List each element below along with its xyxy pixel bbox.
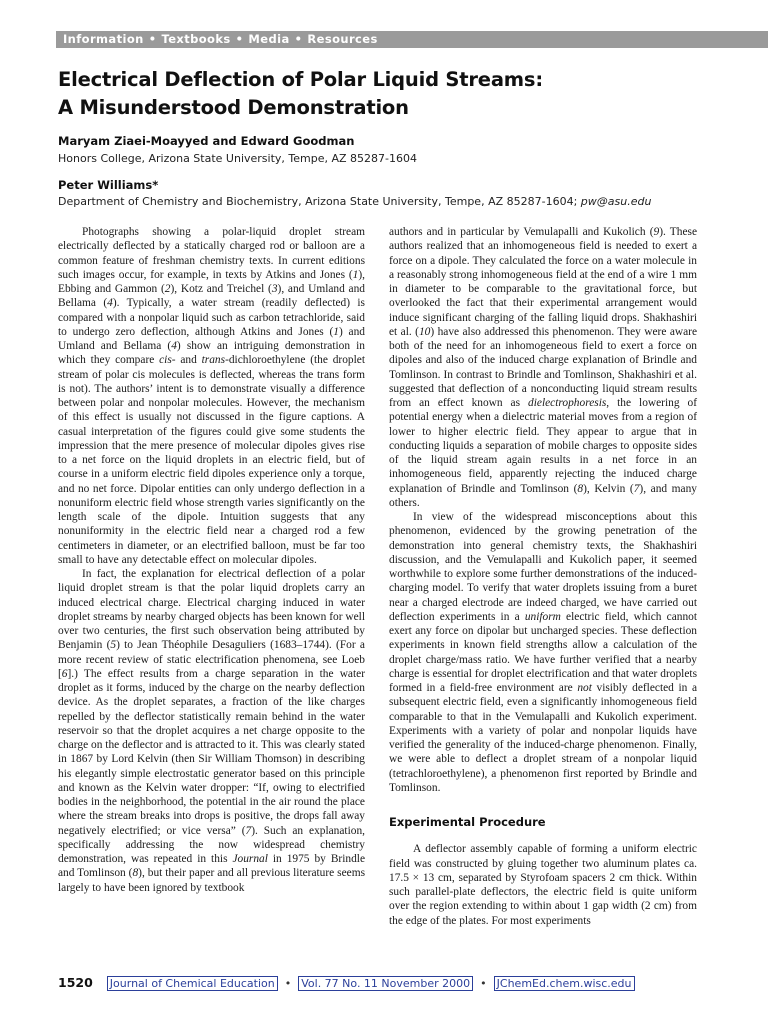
nav-media[interactable]: Media (248, 32, 290, 46)
body-column-right (389, 225, 697, 928)
page-footer: 1520 Journal of Chemical Education • Vol. 77 No. 11 November 2000 • JChemEd.chem.wisc.edu (58, 975, 635, 990)
page-number: 1520 (58, 975, 93, 990)
journal-section-nav: Information • Textbooks • Media • Resources (56, 31, 768, 48)
article-title (58, 66, 738, 122)
title-line-1: Electrical Deflection of Polar Liquid Streams: (58, 68, 543, 91)
journal-link[interactable]: Journal of Chemical Education (107, 976, 278, 991)
authors-line-1: Maryam Ziaei-Moayyed and Edward Goodman (58, 134, 355, 148)
paragraph-continued: authors and in particular by Vemulapalli and Kukolich (9). These authors realized that an inhomogeneous field is needed to exert a force on a dipole. They calculated the force on a water molecule in a reasonably strong inhomogeneous field at the end of a wire 1 mm in diameter to be comparable to the gravitational force, but overlooked the fact that their experimental arrangement would induce significant charging of the falling liquid drops. Shakhashiri et al. (10) have also addressed this phenomenon. They were aware both of the need for an inhomogeneous field to exert a force on dipoles and also of the induced charge explanation of Brindle and Tomlinson. In contrast to Brindle and Tomlinson, Shakhashiri et al. suggested that deflection of a nonconducting liquid stream results from an effect known as dielectrophoresis, the lowering of potential energy when a dielectric material moves from a region of lower to higher electric field. They appear to argue that in conducting liquids a separation of mobile charges to opposite sides of the liquid stream again results in a net force in an inhomogeneous field, apparently rejecting the induced charge explanation of Brindle and Tomlinson (8), Kelvin (7), and many others. (389, 226, 698, 509)
paragraph-misconceptions: In view of the widespread misconceptions about this phenomenon, evidenced by the growing penetration of the demonstration into general chemistry texts, the Shakhashiri discussion, and the Vemulapalli and Kukolich paper, it seemed worthwhile to explore some further demonstrations of the induced-charging model. To verify that water droplets issuing from a buret near a charged electrode are indeed charged, we have carried out deflection experiments in a uniform electric field, which cannot exert any force on dipolar but uncharged species. These deflection experiments in known field strengths allow a calculation of the droplet charge/mass ratio. We have further verified that a nearby charge is essential for droplet electrification and that water droplets formed in a field-free environment are not visibly deflected in a subsequent electric field, even a significantly inhomogeneous field comparable to that in the Vemulapalli and Kukolich experiment. Experiments with a variety of polar and nonpolar liquids have verified the generality of the induced-charge phenomenon. Finally, we were able to deflect a droplet stream of a nonpolar liquid (tetrachloroethylene), a phenomenon first reported by Brindle and Tomlinson. (389, 511, 698, 794)
authors-line-2: Peter Williams* (58, 178, 159, 192)
section-heading-experimental: Experimental Procedure (389, 815, 546, 829)
affiliation-2 (58, 195, 651, 208)
affiliation-1: Honors College, Arizona State University, Tempe, AZ 85287-1604 (58, 152, 417, 165)
nav-resources[interactable]: Resources (307, 32, 378, 46)
paragraph-procedure: A deflector assembly capable of forming a uniform electric field was constructed by gluing together two aluminum plates ca. 17.5 × 13 cm, separated by Styrofoam spacers 2 cm thick. Within such parallel-plate deflectors, the electric field is quite uniform over the region extending to within about 1 gap width (2 cm) from the edge of the plates. For most experiments (389, 843, 697, 927)
email-link[interactable]: pw@asu.edu (580, 195, 652, 208)
website-link[interactable]: JChemEd.chem.wisc.edu (494, 976, 635, 991)
paragraph-explanation: In fact, the explanation for electrical deflection of a polar liquid droplet stream is that the polar liquid droplets carry an induced electrical charge. Electrical charging induced in water droplet streams by nearby charged objects has been known for well over two centuries, the first such observation being attributed by Benjamin (5) to Jean Théophile Desaguliers (1683–1744). (For a more recent review of static electrification phenomena, see Loeb [6].) The effect results from a charge separation in the water droplet as it forms, induced by the charge on the nearby deflection device. As the droplet separates, a fraction of the like charges repelled by the deflector statistically remain behind in the water reservoir so that the droplet acquires a net charge opposite to the charge on the deflector and is attracted to it. This was clearly stated in 1867 by Lord Kelvin (then Sir William Thomson) in describing his elegantly simple electrostatic generator based on this principle and known as the Kelvin water dropper: “If, owing to electrified bodies in the neighborhood, the potential in the air round the place where the stream breaks into drops is positive, the drops fall away negatively electrified; or vice versa” (7). Such an explanation, specifically addressing the now widespread chemistry demonstration, was repeated in this Journal in 1975 by Brindle and Tomlinson (8), but their paper and all previous literature seems largely to have been ignored by textbook (58, 568, 366, 894)
nav-textbooks[interactable]: Textbooks (161, 32, 231, 46)
paragraph-intro: Photographs showing a polar-liquid droplet stream electrically deflected by a statically charged rod or balloon are a common feature of freshman chemistry texts. In current editions such images occur, for example, in texts by Atkins and Jones (1), Ebbing and Gammon (2), Kotz and Treichel (3), and Umland and Bellama (4). Typically, a water stream (readily deflected) is compared with a nonpolar liquid such as carbon tetrachloride, said to undergo zero deflection, although Atkins and Jones (1) and Umland and Bellama (4) show an intriguing demonstration in which they compare cis- and trans-dichloroethylene (the droplet stream of polar cis molecules is deflected, whereas the trans form is not). The authors’ intent is to demonstrate visually a difference between polar and nonpolar molecules. However, the mechanism of this effect is usually not discussed in the figure captions. A casual interpretation of the figures could give some students the impression that the mere presence of molecular dipoles gives rise to a net force on the liquid droplets in an electric field, but of course in a uniform electric field dipoles experience only a torque, and no net force. Dipolar entities can only undergo deflection in a nonuniform electric field whose strength varies significantly on the length scale of the dipole. Intuition suggests that any nonuniformity in the electric field near a charged rod a few centimeters in diameter, or an electrified balloon, must be far too small to have any detectable effect on molecular dipoles. (58, 226, 365, 566)
volume-link[interactable]: Vol. 77 No. 11 November 2000 (298, 976, 473, 991)
affiliation-2-text: Department of Chemistry and Biochemistry, Arizona State University, Tempe, AZ 85287-1604; (58, 195, 581, 208)
nav-information[interactable]: Information (63, 32, 144, 46)
body-column-left (58, 225, 365, 895)
title-line-2: A Misunderstood Demonstration (58, 96, 409, 119)
